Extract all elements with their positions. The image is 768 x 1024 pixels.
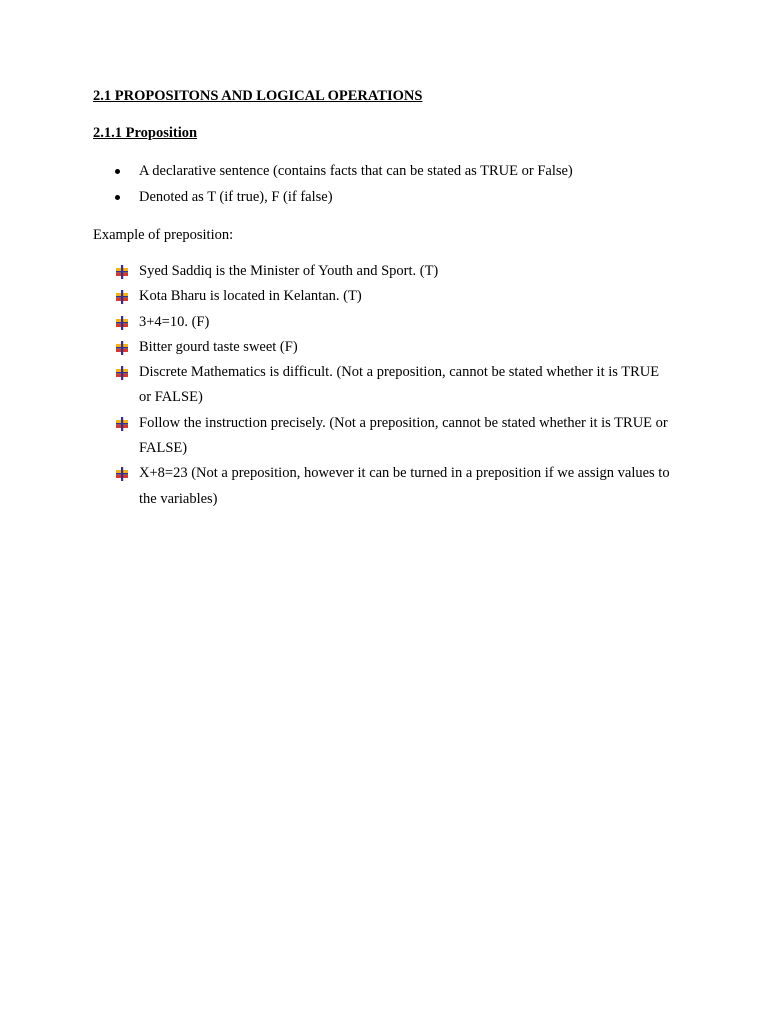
- list-item: [93, 185, 673, 211]
- list-item: [93, 310, 673, 335]
- list-item: [93, 411, 673, 462]
- arrow-bullet-icon: [115, 290, 129, 304]
- section-heading: 2.1 PROPOSITONS AND LOGICAL OPERATIONS: [93, 88, 423, 104]
- arrow-bullet-icon: [115, 341, 129, 355]
- example-list: [93, 259, 673, 512]
- arrow-bullet-icon: [115, 467, 129, 481]
- list-item-text: Follow the instruction precisely. (Not a preposition, cannot be stated whether it is TRUE or FALSE): [139, 414, 668, 457]
- list-item-text: Discrete Mathematics is difficult. (Not a preposition, cannot be stated whether it is TRUE or FALSE): [139, 364, 660, 406]
- arrow-bullet-icon: [115, 417, 129, 431]
- arrow-bullet-icon: [115, 265, 129, 279]
- arrow-bullet-icon: [115, 316, 129, 330]
- list-item: [93, 284, 673, 309]
- definition-list: [93, 159, 673, 211]
- list-item: [93, 461, 673, 512]
- bullet-dot-icon: [115, 169, 120, 174]
- list-item: [93, 159, 673, 185]
- list-item: [93, 335, 673, 360]
- list-item-text: A declarative sentence (contains facts that can be stated as TRUE or False): [139, 163, 573, 179]
- list-item-text: Kota Bharu is located in Kelantan. (T): [139, 288, 362, 305]
- list-item-text: 3+4=10. (F): [139, 313, 210, 330]
- example-label: Example of preposition:: [93, 227, 234, 243]
- list-item: [93, 360, 673, 411]
- list-item-text: Syed Saddiq is the Minister of Youth and Sport. (T): [139, 263, 439, 279]
- list-item-text: Denoted as T (if true), F (if false): [139, 189, 333, 205]
- list-item-text: Bitter gourd taste sweet (F): [139, 338, 298, 355]
- bullet-dot-icon: [115, 195, 120, 200]
- list-item: [93, 259, 673, 284]
- subsection-heading: 2.1.1 Proposition: [93, 125, 198, 141]
- list-item-text: X+8=23 (Not a preposition, however it can be turned in a preposition if we assign values to the variables): [139, 465, 670, 507]
- arrow-bullet-icon: [115, 366, 129, 380]
